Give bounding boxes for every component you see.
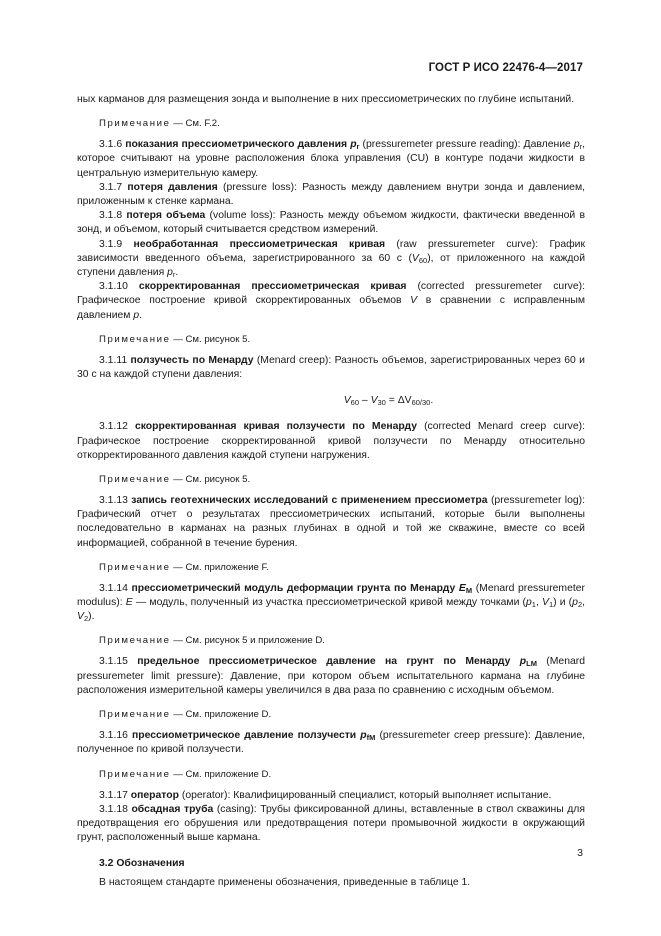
- definition-3-1-15: 3.1.15 предельное прессиометрическое давление на грунт по Менарду $p_{LM}$ (Menard pressuremeter limit pressure): Давление, при котором объем испытательного кармана на глубине расположения измерительной камеры увеличился в два раза по сравнению с исходным объемом.: [77, 656, 586, 696]
- definition-3-1-16: 3.1.16 прессиометрическое давление ползучести $p_{fM}$ (pressuremeter creep pressure): Давление, полученное по кривой ползучести.: [77, 730, 586, 756]
- definition-3-1-11: 3.1.11 ползучесть по Менарду (Menard creep): Разность объемов, зарегистрированных через 60 и 30 с на каждой ступени давления:: [77, 354, 585, 381]
- definition-number: 3.1.6: [99, 139, 123, 151]
- note-f2: [77, 117, 585, 130]
- definition-3-1-7: 3.1.7 потеря давления (pressure loss): Разность между давлением внутри зонда и давлением, приложенным к стенке кармана.: [77, 181, 585, 208]
- definition-3-1-17: 3.1.17 оператор (operator): Квалифицированный специалист, который выполняет испытание.: [99, 789, 552, 801]
- continued-paragraph: ных карманов для размещения зонда и выполнение в них прессиометрических по глубине испытаний.: [77, 94, 575, 105]
- note-text: — См. F.2.: [173, 118, 220, 130]
- creep-formula: $V_{60} - V_{30} = \Delta V_{60/30}$.: [343, 395, 434, 408]
- definition-3-1-18: 3.1.18 обсадная труба (casing): Трубы фиксированной длины, вставленные в ствол скважины для предотвращения его обрушения или предотвращения потери промывочной жидкости в окружающий грунт, расположенный выше кармана.: [77, 803, 585, 844]
- page-content: [77, 93, 585, 890]
- section-3-2-text: В настоящем стандарте применены обозначения, приведенные в таблице 1.: [99, 876, 471, 888]
- page-number: 3: [577, 847, 583, 859]
- definition-term: показания прессиометрического давления: [125, 139, 348, 151]
- definition-3-1-14: 3.1.14 прессиометрический модуль деформации грунта по Менарду $E_M$ (Menard pressuremeter modulus): E — модуль, полученный из участка прессиометрической кривой между точками ($p_1$, $V_1$) и ($p_2$, $V_2$).: [77, 582, 585, 624]
- section-heading-3-2: 3.2 Обозначения: [99, 858, 185, 870]
- definition-3-1-10: 3.1.10 скорректированная прессиометрическая кривая (corrected pressuremeter curve): Графическое построение кривой скорректированных объемов V в сравнении с исправленным давлением p.: [77, 281, 585, 321]
- note-appendix-f: Примечание — См. приложение F.: [99, 561, 270, 573]
- note-figure-5-a: Примечание — См. рисунок 5.: [99, 333, 251, 345]
- definition-3-1-8: 3.1.8 потеря объема (volume loss): Разность между объемом жидкости, фактически введенной в зонд, и объемом, который считывается средством измерений.: [77, 210, 585, 236]
- definition-3-1-13: 3.1.13 запись геотехнических исследований с применением прессиометра (pressuremeter log): Графический отчет о результатах прессиометрических испытаний, которые были выполнены последовательно в карманах на разных глубинах в одной и той же скважине, вместе со всей информацией, собранной в течение бурения.: [77, 495, 586, 549]
- note-appendix-d-b: Примечание — См. приложение D.: [99, 768, 272, 780]
- document-code-header: ГОСТ Р ИСО 22476-4—2017: [428, 62, 583, 74]
- definition-3-1-9: 3.1.9 необработанная прессиометрическая кривая (raw pressuremeter curve): График зависимости введенного объема, зарегистрированного за 60 с $(V_{60})$, от приложенного на каждой ступени давления $p_r$.: [77, 238, 585, 280]
- definition-3-1-12: 3.1.12 скорректированная кривая ползучести по Менарду (corrected Menard creep curve): Графическое построение скорректированной кривой ползучести по Менарду относительно откорректированного давления каждой ступени нагружения.: [77, 421, 586, 461]
- note-label: Примечание: [99, 118, 171, 130]
- definition-3-1-6: 3.1.6 показания прессиометрического давления $p_r$ (pressuremeter pressure reading): Давление $p_r$, которое считывают на уровне расположения блока управления (CU) в контуре подачи жидкости в центральную измерительную камеру.: [77, 139, 586, 179]
- note-figure-5-b: Примечание — См. рисунок 5.: [99, 474, 251, 486]
- note-appendix-d-a: Примечание — См. приложение D.: [99, 709, 272, 721]
- note-figure-5-appendix-d: Примечание — См. рисунок 5 и приложение D.: [99, 635, 325, 647]
